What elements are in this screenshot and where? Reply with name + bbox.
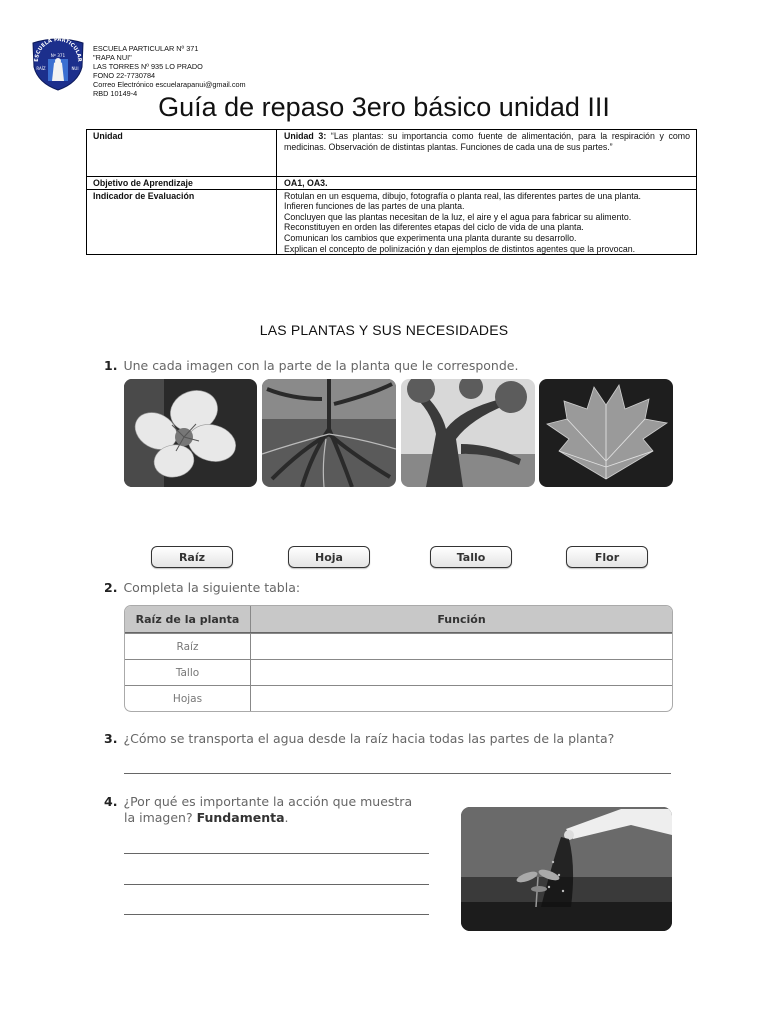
- question-text: Completa la siguiente tabla:: [123, 580, 301, 595]
- page-title: Guía de repaso 3ero básico unidad III: [158, 92, 610, 122]
- watering-plant-photo: [461, 807, 672, 931]
- indicator-list: [277, 189, 697, 255]
- answer-line[interactable]: [124, 914, 429, 915]
- objective-text: OA1, OA3.: [284, 178, 328, 188]
- school-info: [93, 44, 246, 98]
- question-4: [104, 794, 412, 826]
- table-row: [125, 659, 672, 685]
- leaf-photo: [539, 379, 673, 487]
- question-emphasis: Fundamenta: [196, 810, 285, 825]
- roots-photo: [262, 379, 396, 487]
- label-tallo[interactable]: Tallo: [430, 546, 512, 568]
- label-hoja[interactable]: Hoja: [288, 546, 370, 568]
- flower-photo: [124, 379, 257, 487]
- school-info-line: "RAPA NUI": [93, 53, 132, 62]
- logo-left-text: RAÍZ: [36, 66, 46, 71]
- question-3: [104, 731, 614, 746]
- unit-description: “Las plantas: su importancia como fuente de alimentación, para la respiración y como medicinas. Observación de distintas plantas. Funciones de cada una de sus partes.”: [284, 131, 690, 152]
- objective-label: Objetivo de Aprendizaje: [87, 177, 277, 190]
- indicator-item: Explican el concepto de polinización y dan ejemplos de distintos agentes que la provocan.: [284, 243, 636, 254]
- indicator-item: Comunican los cambios que experimenta una planta durante su desarrollo.: [284, 232, 577, 243]
- indicator-item: Infieren funciones de las partes de una planta.: [284, 201, 465, 212]
- unit-value: [277, 130, 697, 177]
- function-answer-cell[interactable]: [251, 660, 672, 685]
- logo-arc-text: ESCUELA PARTICULAR: [33, 37, 83, 62]
- objective-row: [87, 177, 697, 190]
- table-row: [125, 685, 672, 711]
- label-flor[interactable]: Flor: [566, 546, 648, 568]
- trunk-photo: [401, 379, 535, 487]
- school-info-line: ESCUELA PARTICULAR Nº 371: [93, 44, 199, 53]
- row-label: Tallo: [125, 660, 251, 685]
- unit-label: Unidad: [87, 130, 277, 177]
- label-raiz[interactable]: Raíz: [151, 546, 233, 568]
- question-text: ¿Cómo se transporta el agua desde la raíz hacia todas las partes de la planta?: [123, 731, 615, 746]
- row-label: Raíz: [125, 634, 251, 659]
- unit-row: [87, 130, 697, 177]
- question-number: 3.: [104, 731, 118, 746]
- question-end: .: [284, 810, 289, 825]
- question-1: [104, 358, 518, 373]
- column-header-function: Función: [437, 612, 486, 626]
- question-number: 4.: [104, 794, 118, 809]
- school-info-line: LAS TORRES Nº 935 LO PRADO: [93, 62, 203, 71]
- question-number: 2.: [104, 580, 118, 595]
- objective-value: [277, 177, 697, 190]
- answer-line[interactable]: [124, 853, 429, 854]
- school-info-line: FONO 22-7730784: [93, 71, 156, 80]
- question-number: 1.: [104, 358, 118, 373]
- unit-prefix: Unidad 3:: [284, 131, 327, 141]
- column-header-part: Raíz de la planta: [125, 606, 251, 632]
- indicator-item: Rotulan en un esquema, dibujo, fotografía o planta real, las diferentes partes de una planta.: [284, 190, 642, 201]
- unit-info-table: [86, 129, 697, 255]
- school-info-line: RBD 10149-4: [93, 89, 138, 98]
- question-text: ¿Por qué es importante la acción que muestra: [123, 794, 413, 809]
- function-answer-cell[interactable]: [251, 686, 672, 711]
- function-table-header: [125, 606, 672, 633]
- indicator-item: Reconstituyen en orden las diferentes etapas del ciclo de vida de una planta.: [284, 222, 584, 233]
- answer-line[interactable]: [124, 884, 429, 885]
- school-info-line: Correo Electrónico escuelarapanui@gmail.com: [93, 80, 246, 89]
- question-text-cont: la imagen?: [124, 810, 193, 825]
- function-table: [124, 605, 673, 712]
- section-title: LAS PLANTAS Y SUS NECESIDADES: [259, 322, 509, 338]
- indicator-item: Concluyen que las plantas necesitan de la luz, el aire y el agua para fabricar su alimento.: [284, 211, 632, 222]
- question-text: Une cada imagen con la parte de la planta que le corresponde.: [123, 358, 519, 373]
- row-label: Hojas: [125, 686, 251, 711]
- school-logo: [30, 37, 86, 91]
- indicator-row: [87, 189, 697, 255]
- logo-right-text: NUI: [71, 66, 79, 71]
- indicator-label: Indicador de Evaluación: [87, 189, 277, 255]
- function-answer-cell[interactable]: [251, 634, 672, 659]
- logo-number: Nº 371: [50, 53, 66, 58]
- table-row: [125, 633, 672, 659]
- question-2: [104, 580, 300, 595]
- answer-line[interactable]: [124, 773, 671, 774]
